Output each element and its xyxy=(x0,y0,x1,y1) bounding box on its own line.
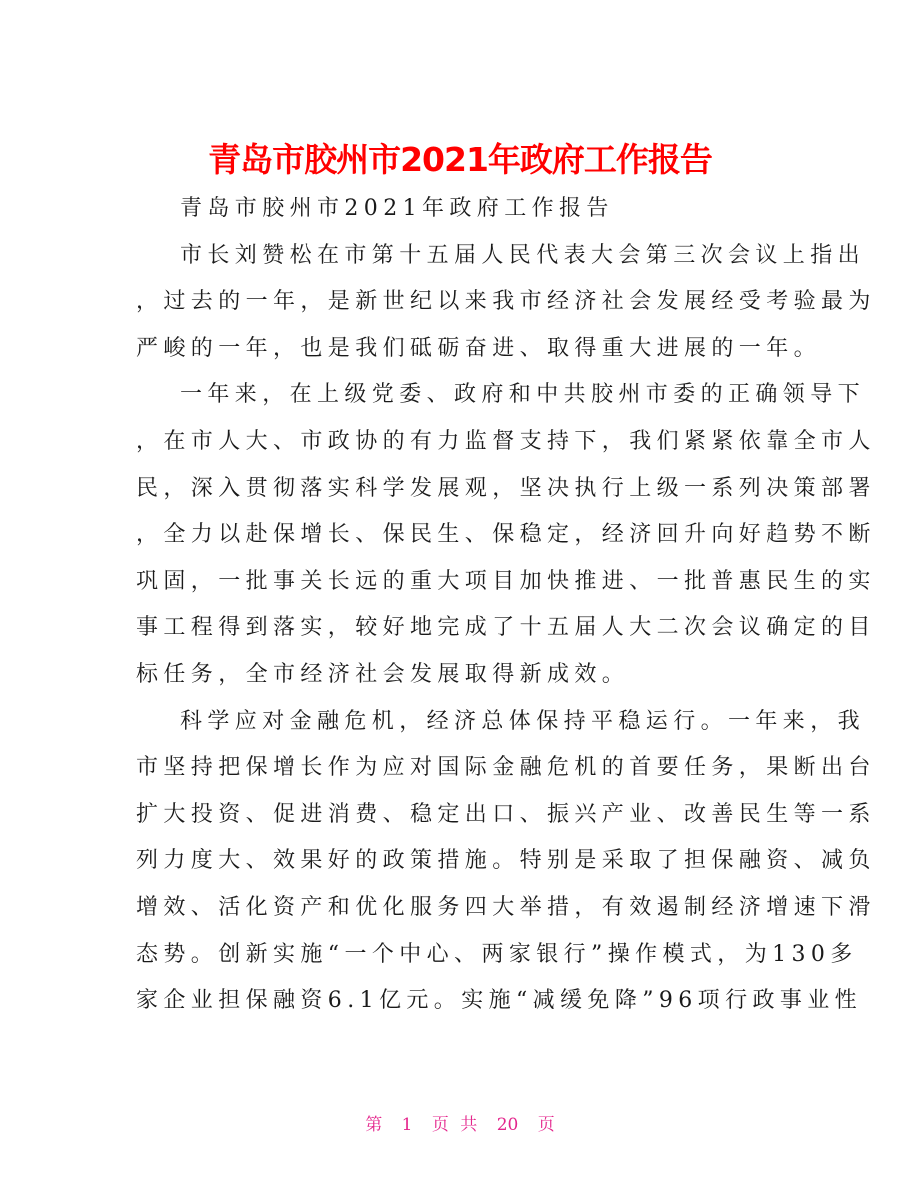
paragraph-line: 态势。创新实施“一个中心、两家银行”操作模式，为130多 xyxy=(136,941,858,967)
paragraph-line: 一年来，在上级党委、政府和中共胶州市委的正确领导下 xyxy=(180,382,866,408)
paragraph-line: 科学应对金融危机，经济总体保持平稳运行。一年来，我 xyxy=(180,708,866,734)
paragraph-line: 扩大投资、促进消费、稳定出口、振兴产业、改善民生等一系 xyxy=(136,801,876,827)
paragraph-line: 青岛市胶州市2021年政府工作报告 xyxy=(180,196,614,221)
footer-label-page: 第 xyxy=(365,1115,383,1135)
document-body xyxy=(136,186,876,1025)
page-footer xyxy=(0,1111,920,1139)
paragraph-line: 增效、活化资产和优化服务四大举措，有效遏制经济增速下滑 xyxy=(136,894,876,920)
paragraph-line: 民，深入贯彻落实科学发展观，坚决执行上级一系列决策部署 xyxy=(136,475,876,501)
paragraph-line: ，在市人大、市政协的有力监督支持下，我们紧紧依靠全市人 xyxy=(136,428,876,454)
paragraph-line: ，全力以赴保增长、保民生、保稳定，经济回升向好趋势不断 xyxy=(136,522,876,548)
footer-label-pages: 页 xyxy=(537,1115,555,1135)
page-title: 青岛市胶州市2021年政府工作报告 xyxy=(208,140,712,180)
paragraph-line: 标任务，全市经济社会发展取得新成效。 xyxy=(136,661,630,687)
paragraph-line: 事工程得到落实，较好地完成了十五届人大二次会议确定的目 xyxy=(136,615,876,641)
paragraph-line: 家企业担保融资6.1亿元。实施“减缓免降”96项行政事业性 xyxy=(136,988,863,1014)
footer-current-page: 1 xyxy=(401,1115,413,1135)
paragraph-line: ，过去的一年，是新世纪以来我市经济社会发展经受考验最为 xyxy=(136,289,876,315)
paragraph-line: 列力度大、效果好的政策措施。特别是采取了担保融资、减负 xyxy=(136,848,876,874)
footer-total-pages: 20 xyxy=(496,1115,519,1135)
paragraph-line: 市长刘赞松在市第十五届人民代表大会第三次会议上指出 xyxy=(180,242,866,268)
paragraph-line: 市坚持把保增长作为应对国际金融危机的首要任务，果断出台 xyxy=(136,755,876,781)
footer-label-of: 页 共 xyxy=(431,1115,478,1135)
paragraph-line: 严峻的一年，也是我们砥砺奋进、取得重大进展的一年。 xyxy=(136,335,822,361)
paragraph-line: 巩固，一批事关长远的重大项目加快推进、一批普惠民生的实 xyxy=(136,568,876,594)
